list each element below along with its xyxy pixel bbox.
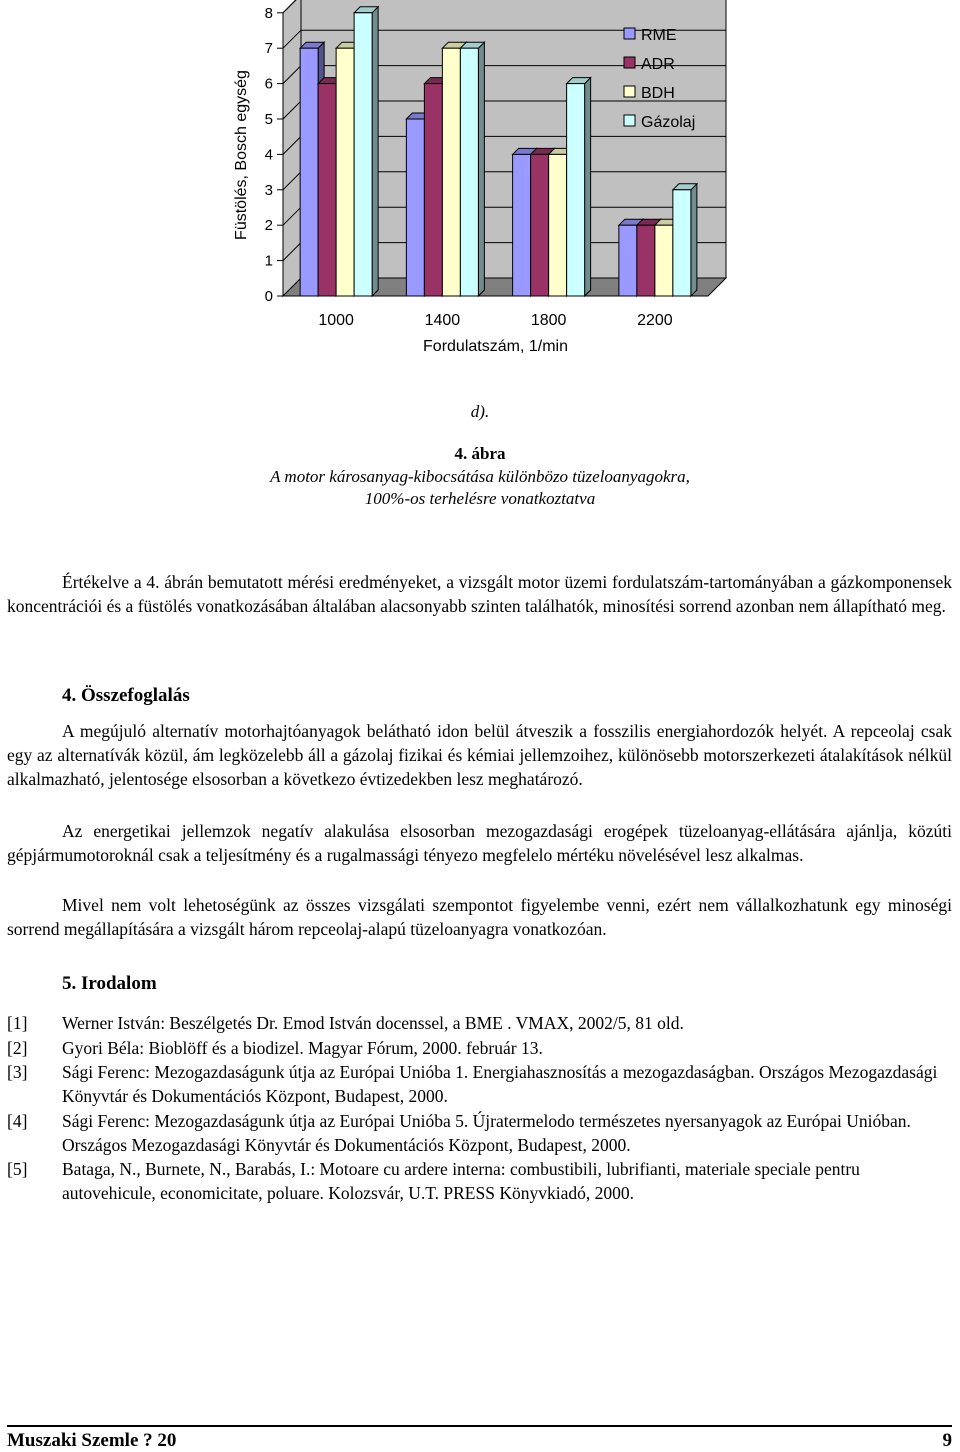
section-5-heading: 5. Irodalom xyxy=(62,973,157,994)
legend-swatch xyxy=(624,57,635,68)
x-tick-label: 1400 xyxy=(424,312,461,329)
bar-side xyxy=(585,78,591,296)
x-tick-label: 1000 xyxy=(318,312,354,329)
reference-text: Gyori Béla: Bioblöff és a biodizel. Magyar Fórum, 2000. február 13. xyxy=(62,1038,543,1058)
bar-front xyxy=(406,119,424,296)
bar-front xyxy=(300,48,318,296)
bar xyxy=(354,7,378,296)
reference-number: [3] xyxy=(7,1062,28,1082)
y-axis-label: Füstölés, Bosch egység xyxy=(233,70,250,240)
bar-front xyxy=(424,84,442,296)
footer-rule xyxy=(7,1425,952,1427)
y-tick-label: 1 xyxy=(264,252,273,270)
bar-front xyxy=(637,225,655,296)
reference-text: Werner István: Beszélgetés Dr. Emod István docenssel, a BME . VMAX, 2002/5, 81 old. xyxy=(62,1013,684,1033)
bar-side xyxy=(372,7,378,296)
bar xyxy=(673,184,697,296)
summary-paragraph-3: Mivel nem volt lehetoségünk az összes vizsgálati szempontot figyelembe venni, ezért nem vállalkozhatunk egy minoségi sorrend megállapítására a vizsgált három repceolaj-alapú tüzeloanyagra vonatkozóan. xyxy=(7,895,952,940)
figure-caption-line2: 100%-os terhelésre vonatkoztatva xyxy=(364,489,596,508)
bar xyxy=(567,78,591,296)
legend-label: ADR xyxy=(641,56,675,73)
legend-swatch xyxy=(624,28,635,39)
section-4-heading: 4. Összefoglalás xyxy=(62,685,190,706)
reference-item xyxy=(7,1157,952,1205)
reference-text: Sági Ferenc: Mezogazdaságunk útja az Európai Unióba 5. Újratermelodo természetes nyersanyagok az Európai Unióban. Országos Mezogazdasági Könyvtár és Dokumentációs Központ, Budapest, 2000. xyxy=(62,1111,911,1156)
bar-front xyxy=(567,84,585,296)
reference-item xyxy=(7,1036,952,1060)
bar-front xyxy=(336,48,354,296)
bar-front xyxy=(549,154,567,296)
x-tick-label: 1800 xyxy=(530,312,567,329)
reference-number: [4] xyxy=(7,1111,28,1131)
x-tick-label: 2200 xyxy=(637,312,673,329)
reference-item xyxy=(7,1011,952,1035)
bar-chart xyxy=(0,0,960,380)
legend-label: RME xyxy=(641,27,677,44)
bar xyxy=(460,42,484,296)
y-tick-label: 4 xyxy=(264,146,273,164)
bar-front xyxy=(354,13,372,296)
y-tick-label: 6 xyxy=(264,75,273,93)
figure-caption-line1: A motor károsanyag-kibocsátása különbözo tüzeloanyagokra, xyxy=(270,467,690,486)
reference-number: [5] xyxy=(7,1159,28,1179)
reference-number: [1] xyxy=(7,1013,28,1033)
bar-front xyxy=(513,154,531,296)
y-tick-label: 0 xyxy=(264,288,273,305)
footer-journal: Muszaki Szemle ? 20 xyxy=(7,1430,177,1451)
summary-paragraph-2: Az energetikai jellemzok negatív alakulása elsosorban mezogazdasági erogépek tüzeloanyag-ellátására ajánlja, közúti gépjármumotoroknál csak a teljesítmény és a rugalmassági tényezo megfelelo mértéku növelésével lesz alkalmas. xyxy=(7,821,952,866)
summary-paragraph-1: A megújuló alternatív motorhajtóanyagok belátható idon belül átveszik a fosszilis energiahordozók helyét. A repceolaj csak egy az alternatívák közül, ám legközelebb áll a gázolaj fizikai és kémiai jellemzoihez, különösebb motorszerkezeti átalakítások nélkül alkalmazható, jelentosége elsosorban a következo évtizedekben lesz meghatározó. xyxy=(7,721,952,790)
evaluation-paragraph: Értékelve a 4. ábrán bemutatott mérési eredményeket, a vizsgált motor üzemi fordulatszám-tartományában a gázkomponensek koncentrációi és a füstölés vonatkozásában általában alacsonyabb szinten találhatók, minosítési sorrend azonban nem állapítható meg. xyxy=(7,572,952,617)
bar-front xyxy=(460,48,478,296)
reference-item xyxy=(7,1109,952,1157)
reference-text: Sági Ferenc: Mezogazdaságunk útja az Európai Unióba 1. Energiahasznosítás a mezogazdaságban. Országos Mezogazdasági Könyvtár és Dokumentációs Központ, Budapest, 2000. xyxy=(62,1062,938,1107)
y-tick-label: 5 xyxy=(264,111,273,128)
bar-front xyxy=(318,84,336,296)
bar-front xyxy=(655,225,673,296)
bar-front xyxy=(442,48,460,296)
figure-number: 4. ábra xyxy=(454,444,506,463)
figure-panel-label: d). xyxy=(470,402,490,421)
footer-page-number: 9 xyxy=(942,1430,952,1451)
y-tick-label: 3 xyxy=(264,181,273,199)
bar-front xyxy=(619,225,637,296)
legend-label: Gázolaj xyxy=(641,114,696,131)
reference-number: [2] xyxy=(7,1038,28,1058)
bar-side xyxy=(478,42,484,296)
legend-swatch xyxy=(624,115,635,126)
reference-item xyxy=(7,1060,952,1108)
bar-front xyxy=(673,190,691,296)
x-axis-label: Fordulatszám, 1/min xyxy=(423,338,568,355)
y-tick-label: 2 xyxy=(264,217,273,235)
y-tick-label: 7 xyxy=(264,40,273,58)
y-tick-label: 8 xyxy=(264,4,273,22)
bar-side xyxy=(691,184,697,296)
legend-label: BDH xyxy=(641,85,675,102)
reference-text: Bataga, N., Burnete, N., Barabás, I.: Motoare cu ardere interna: combustibili, lubrifianti, materiale speciale pentru autovehicule, economicitate, poluare. Kolozsvár, U.T. PRESS Könyvkiadó, 2000. xyxy=(62,1159,860,1204)
legend-swatch xyxy=(624,86,635,97)
bar-front xyxy=(531,154,549,296)
